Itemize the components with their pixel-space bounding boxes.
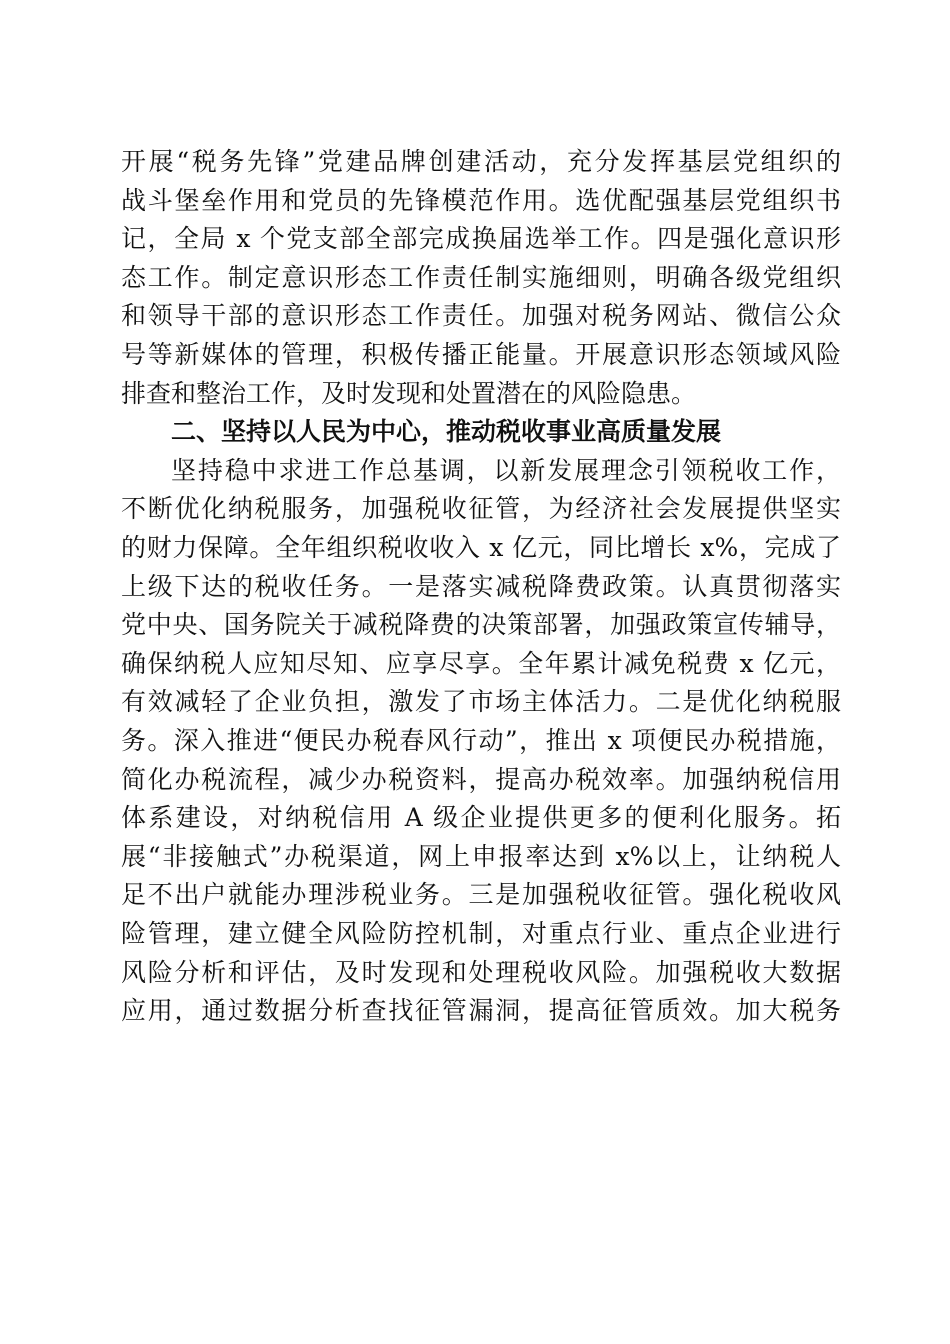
paragraph-line: 记，全局 x 个党支部全部完成换届选举工作。四是强化意识形 bbox=[121, 224, 841, 253]
paragraph-line: 务。深入推进“便民办税春风行动”，推出 x 项便民办税措施， bbox=[121, 726, 841, 755]
paragraph-line: 应用，通过数据分析查找征管漏洞，提高征管质效。加大税务 bbox=[121, 996, 841, 1025]
paragraph-line: 确保纳税人应知尽知、应享尽享。全年累计减免税费 x 亿元， bbox=[121, 649, 841, 678]
paragraph-line: 的财力保障。全年组织税收收入 x 亿元，同比增长 x%，完成了 bbox=[121, 533, 841, 562]
paragraph-line: 上级下达的税收任务。一是落实减税降费政策。认真贯彻落实 bbox=[121, 572, 841, 601]
paragraph-line: 和领导干部的意识形态工作责任。加强对税务网站、微信公众 bbox=[121, 301, 841, 330]
paragraph-line: 号等新媒体的管理，积极传播正能量。开展意识形态领域风险 bbox=[121, 340, 841, 369]
section-heading: 二、坚持以人民为中心，推动税收事业高质量发展 bbox=[171, 417, 722, 446]
paragraph-line: 开展“税务先锋”党建品牌创建活动，充分发挥基层党组织的 bbox=[121, 147, 841, 176]
paragraph-line: 有效减轻了企业负担，激发了市场主体活力。二是优化纳税服 bbox=[121, 687, 841, 716]
paragraph-line: 足不出户就能办理涉税业务。三是加强税收征管。强化税收风 bbox=[121, 880, 841, 909]
paragraph-line: 简化办税流程，减少办税资料，提高办税效率。加强纳税信用 bbox=[121, 765, 841, 794]
paragraph-line: 党中央、国务院关于减税降费的决策部署，加强政策宣传辅导， bbox=[121, 610, 841, 639]
paragraph-line: 坚持稳中求进工作总基调，以新发展理念引领税收工作， bbox=[171, 456, 841, 485]
paragraph-line: 不断优化纳税服务，加强税收征管，为经济社会发展提供坚实 bbox=[121, 494, 841, 523]
paragraph-line: 险管理，建立健全风险防控机制，对重点行业、重点企业进行 bbox=[121, 919, 841, 948]
paragraph-line: 战斗堡垒作用和党员的先锋模范作用。选优配强基层党组织书 bbox=[121, 186, 841, 215]
paragraph-line: 体系建设，对纳税信用 A 级企业提供更多的便利化服务。拓 bbox=[121, 803, 841, 832]
paragraph-line: 态工作。制定意识形态工作责任制实施细则，明确各级党组织 bbox=[121, 263, 841, 292]
paragraph-line: 排查和整治工作，及时发现和处置潜在的风险隐患。 bbox=[121, 379, 697, 408]
paragraph-line: 风险分析和评估，及时发现和处理税收风险。加强税收大数据 bbox=[121, 958, 841, 987]
paragraph-line: 展“非接触式”办税渠道，网上申报率达到 x%以上，让纳税人 bbox=[121, 842, 841, 871]
